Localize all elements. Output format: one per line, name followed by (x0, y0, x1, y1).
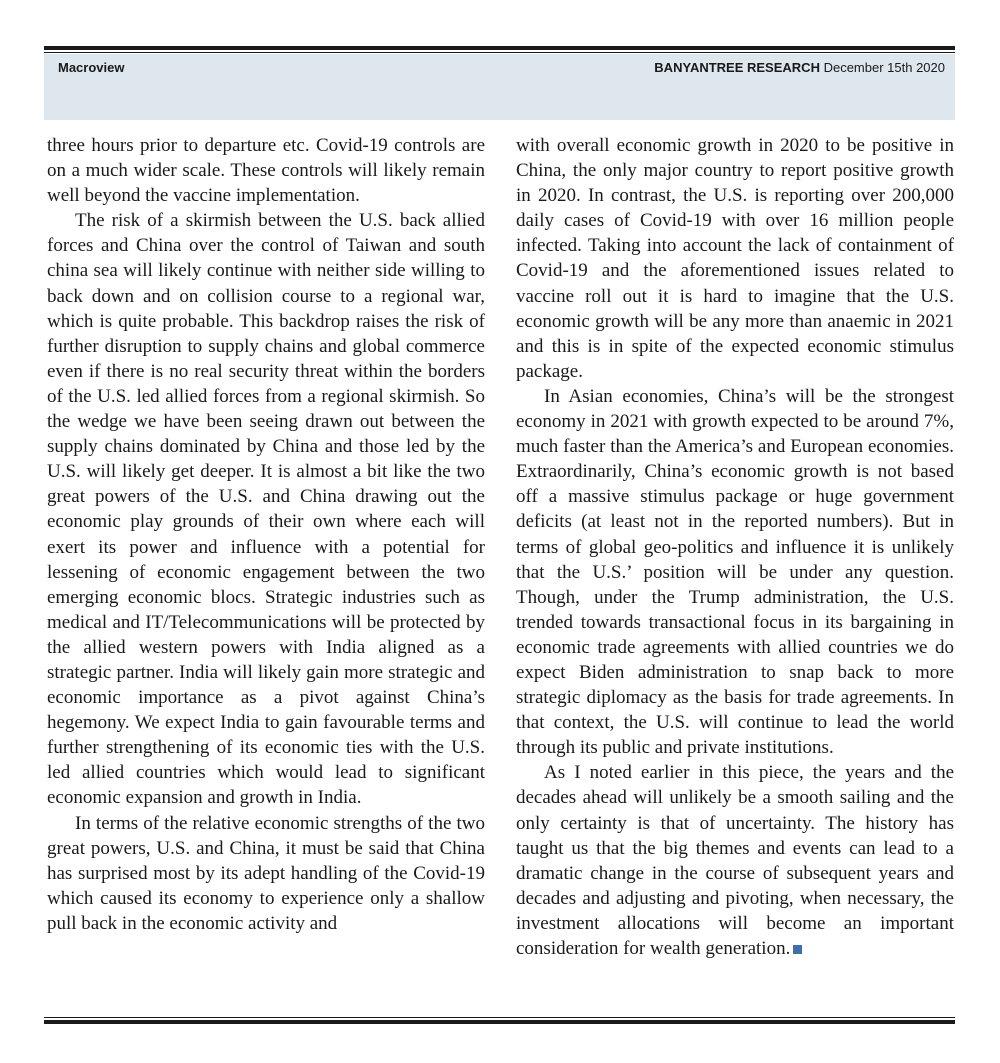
right-paragraph-2: In Asian economies, China’s will be the strongest economy in 2021 with growth expected to be around 7%, much faster than the America’s and European economies. Extraordinarily, China’s economic growth is not based off a massive stimulus package or huge government deficits (at least not in the reported numbers). But in terms of global geo-politics and influence it is unlikely that the U.S.’ position will be under any question. Though, under the Trump administration, the U.S. trended towards transactional focus in its bargaining in economic trade agreements with allied countries we do expect Biden administration to snap back to more strategic diplomacy as the basis for trade agreements. In that context, the U.S. will continue to lead the world through its public and private institutions. (516, 385, 954, 759)
end-of-article-icon (793, 945, 802, 954)
right-paragraph-3-text: As I noted earlier in this piece, the years and the decades ahead will unlikely be a smooth sailing and the only certainty is that of uncertainty. The history has taught us that the big themes and events can lead to a dramatic change in the course of subsequent years and decades and adjusting and pivoting, when necessary, the investment allocations will become an important consideration for wealth generation. (516, 762, 954, 959)
right-column (516, 133, 954, 961)
left-paragraph-1: three hours prior to departure etc. Covid-19 controls are on a much wider scale. These controls will likely remain well beyond the vaccine implementation. (47, 135, 485, 207)
section-title: Macroview (58, 60, 125, 75)
bottom-rule-thick (44, 1020, 955, 1024)
left-paragraph-3: In terms of the relative economic strengths of the two great powers, U.S. and China, it must be said that China has surprised most by its adept handling of the Covid-19 which caused its economy to experience only a shallow pull back in the economic activity and (47, 812, 485, 934)
page-header (44, 54, 955, 120)
top-rule-thick (44, 46, 955, 50)
left-paragraph-2: The risk of a skirmish between the U.S. back allied forces and China over the control of Taiwan and south china sea will likely continue with neither side willing to back down and on collision course to a regional war, which is quite probable. This backdrop raises the risk of further disruption to supply chains and global commerce even if there is no real security threat within the borders of the U.S. led allied forces from a regional skirmish. So the wedge we have been seeing drawn out between the supply chains dominated by China and those led by the U.S. will likely get deeper. It is almost a bit like the two great powers of the U.S. and China drawing out the economic play grounds of their own where each will exert its power and influence with a potential for lessening of economic engagement between the two emerging economic blocs. Strategic industries such as medical and IT/Telecommunications will be protected by the allied western powers with India aligned as a strategic partner. India will likely gain more strategic and economic importance as a pivot against China’s hegemony. We expect India to gain favourable terms and further strengthening of its economic ties with the U.S. led allied countries which would lead to significant economic expansion and growth in India. (47, 210, 485, 809)
publication-date: December 15th 2020 (823, 60, 945, 75)
right-paragraph-3 (516, 760, 954, 961)
right-paragraph-1: with overall economic growth in 2020 to be positive in China, the only major country to report positive growth in 2020. In contrast, the U.S. is reporting over 200,000 daily cases of Covid-19 with over 16 million people infected. Taking into account the lack of containment of Covid-19 and the aforementioned issues related to vaccine roll out it is hard to imagine that the U.S. economic growth will be any more than anaemic in 2021 and this is in spite of the expected economic stimulus package. (516, 135, 954, 382)
left-column (47, 133, 485, 936)
top-rule-thin (44, 52, 955, 53)
bottom-rule-thin (44, 1017, 955, 1018)
header-publisher-date (654, 60, 945, 75)
publisher-name: BANYANTREE RESEARCH (654, 60, 820, 75)
